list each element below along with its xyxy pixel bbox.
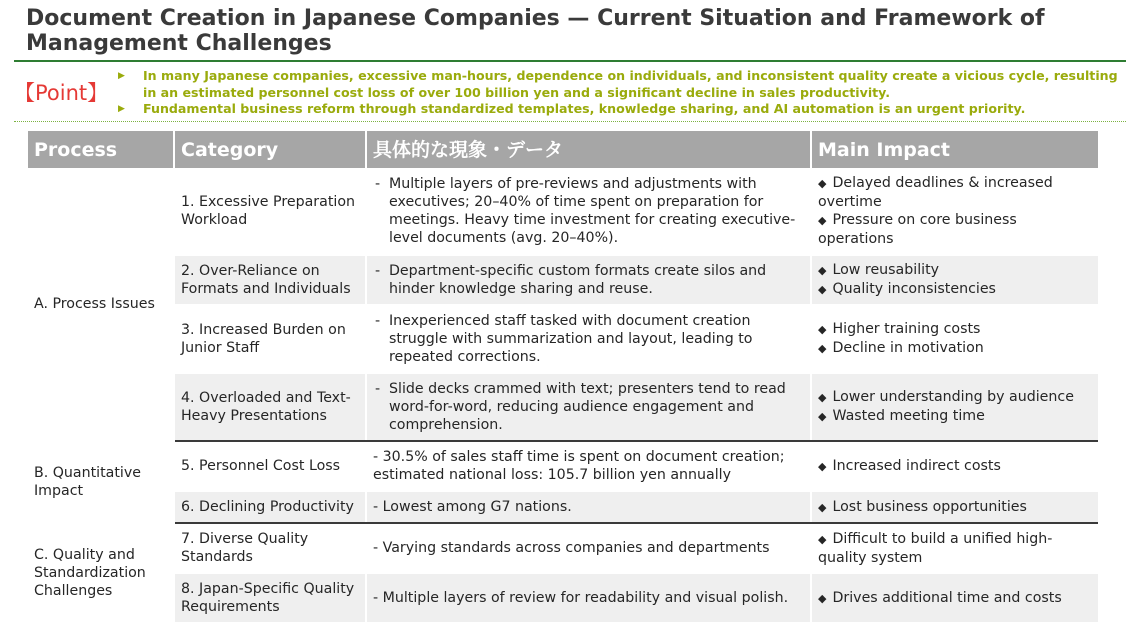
impact-cell: ◆ Low reusability ◆ Quality inconsistencies: [811, 255, 1098, 305]
diamond-bullet-icon: ◆: [818, 214, 827, 227]
table-row: [28, 491, 1098, 523]
header-category: Category: [174, 131, 366, 168]
phenomenon-cell: - Slide decks crammed with text; presenters tend to read word-for-word, reducing audience engagement and comprehension.: [366, 373, 811, 441]
phenomenon-cell: - Inexperienced staff tasked with document creation struggle with summarization and layout, leading to repeated corrections.: [366, 305, 811, 373]
diamond-bullet-icon: ◆: [818, 591, 827, 605]
phenomenon-cell: - Multiple layers of review for readability and visual polish.: [366, 573, 811, 623]
diamond-bullet-icon: ◆: [818, 177, 827, 190]
title-divider: [14, 60, 1126, 62]
table-row: [28, 373, 1098, 441]
point-bullet: ▶ Fundamental business reform through standardized templates, knowledge sharing, and AI automation is an urgent priority.: [118, 101, 1026, 116]
point-label: 【Point】: [14, 81, 109, 105]
category-cell: 8. Japan-Specific Quality Requirements: [174, 573, 366, 623]
phenomenon-cell: - 30.5% of sales staff time is spent on document creation; estimated national loss: 105.7 billion yen annually: [366, 441, 811, 491]
diamond-bullet-icon: ◆: [818, 342, 827, 355]
category-cell: 4. Overloaded and Text-Heavy Presentations: [174, 373, 366, 441]
diamond-bullet-icon: ◆: [818, 264, 827, 277]
diamond-bullet-icon: ◆: [818, 459, 827, 473]
process-cell: B. Quantitative Impact: [28, 441, 174, 523]
table-row: [28, 441, 1098, 491]
category-cell: 2. Over-Reliance on Formats and Individuals: [174, 255, 366, 305]
table-row: [28, 573, 1098, 623]
table-header-row: [28, 131, 1098, 168]
diamond-bullet-icon: ◆: [818, 500, 827, 514]
phenomenon-cell: - Varying standards across companies and departments: [366, 523, 811, 573]
category-cell: 6. Declining Productivity: [174, 491, 366, 523]
point-divider: [14, 121, 1126, 122]
diamond-bullet-icon: ◆: [818, 391, 827, 404]
diamond-bullet-icon: ◆: [818, 410, 827, 423]
category-cell: 5. Personnel Cost Loss: [174, 441, 366, 491]
category-cell: 1. Excessive Preparation Workload: [174, 168, 366, 255]
table-row: [28, 168, 1098, 255]
table-row: [28, 255, 1098, 305]
header-phenomenon: 具体的な現象・データ: [366, 131, 811, 168]
impact-cell: ◆ Difficult to build a unified high-quality system: [811, 523, 1098, 573]
table-row: [28, 523, 1098, 573]
category-cell: 7. Diverse Quality Standards: [174, 523, 366, 573]
point-bullet: ▶ In many Japanese companies, excessive man-hours, dependence on individuals, and inconsistent quality create a vicious cycle, resulting in an estimated personnel cost loss of over 100 billion yen and a significant decline in sales productivity.: [118, 68, 1118, 100]
impact-cell: ◆ Lower understanding by audience ◆ Wasted meeting time: [811, 373, 1098, 441]
triangle-right-icon: ▶: [118, 71, 125, 81]
page-title: Document Creation in Japanese Companies — Current Situation and Framework of Management Challenges: [26, 6, 1045, 56]
impact-cell: ◆ Higher training costs ◆ Decline in motivation: [811, 305, 1098, 373]
header-process: Process: [28, 131, 174, 168]
process-cell: C. Quality and Standardization Challenges: [28, 523, 174, 623]
phenomenon-cell: - Multiple layers of pre-reviews and adjustments with executives; 20–40% of time spent on preparation for meetings. Heavy time investment for creating executive-level documents (avg. 20–40%).: [366, 168, 811, 255]
impact-cell: ◆ Increased indirect costs: [811, 441, 1098, 491]
triangle-right-icon: ▶: [118, 104, 125, 114]
diamond-bullet-icon: ◆: [818, 532, 827, 546]
impact-cell: ◆ Lost business opportunities: [811, 491, 1098, 523]
issues-table: [28, 131, 1098, 624]
table-row: [28, 305, 1098, 373]
phenomenon-cell: - Lowest among G7 nations.: [366, 491, 811, 523]
category-cell: 3. Increased Burden on Junior Staff: [174, 305, 366, 373]
process-cell: A. Process Issues: [28, 168, 174, 441]
point-list: [118, 68, 1118, 118]
diamond-bullet-icon: ◆: [818, 283, 827, 296]
phenomenon-cell: - Department-specific custom formats create silos and hinder knowledge sharing and reuse.: [366, 255, 811, 305]
diamond-bullet-icon: ◆: [818, 323, 827, 336]
impact-cell: ◆ Drives additional time and costs: [811, 573, 1098, 623]
header-impact: Main Impact: [811, 131, 1098, 168]
impact-cell: ◆ Delayed deadlines & increased overtime ◆ Pressure on core business operations: [811, 168, 1098, 255]
